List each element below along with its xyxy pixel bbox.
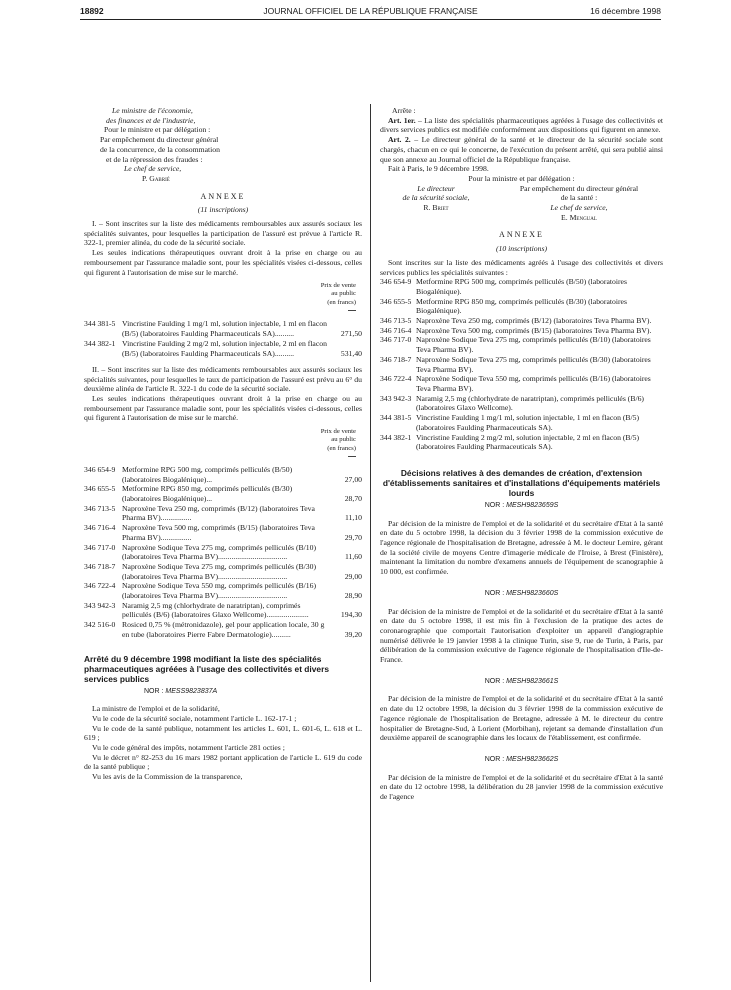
- annexe-intro: Sont inscrites sur la liste des médicaments agréés à l'usage des collectivités et divers services publics les spécialités suivantes :: [380, 257, 663, 277]
- section-paragraph: Les seules indications thérapeutiques ouvrant droit à la prise en charge ou au remboursement par l'assurance maladie sont, pour les spécialités visées ci-dessous, celles qui figurent à l'autorisation de mise sur le marché.: [84, 393, 362, 423]
- medicine-desc: Metformine RPG 850 mg, comprimés pelliculés (B/30) (laboratoires Biogalénique)...: [122, 484, 293, 504]
- cip-code: 346 655-5: [84, 484, 116, 494]
- fait-line: Fait à Paris, le 9 décembre 1998.: [388, 164, 489, 174]
- sig-name: E. Mengual: [561, 212, 597, 222]
- medicine-row: [84, 543, 362, 562]
- medicine-row: [380, 277, 663, 296]
- right-column: [380, 106, 663, 802]
- medicine-desc: Rosiced 0,75 % (métronidazole), gel pour application locale, 30 g en tube (laboratoires Pierre Fabre Dermatologie)..........: [122, 620, 325, 639]
- medicine-desc: Naproxène Teva 500 mg, comprimés (B/15) (laboratoires Teva Pharma BV).: [416, 325, 652, 335]
- price-header-line: au public: [331, 290, 356, 298]
- sig-line: Pour le ministre et par délégation :: [104, 125, 211, 135]
- arrete-paragraph: Vu les avis de la Commission de la transparence,: [92, 772, 243, 782]
- nor-label: NOR :: [144, 687, 164, 695]
- section-paragraph: I. – Sont inscrites sur la liste des médicaments remboursables aux assurés sociaux les spécialités suivantes, pour lesquelles la participation de l'assuré est prévue à l'article R. 322-1, premier alinéa, du code de la sécurité sociale.: [84, 219, 362, 248]
- nor-value: MESH9823660S: [506, 589, 559, 597]
- nor-value: MESH9823661S: [506, 677, 559, 685]
- medicine-desc: Naproxène Sodique Teva 275 mg, comprimés pelliculés (B/30) (laboratoires Teva Pharma BV).: [416, 354, 651, 374]
- price-header-line: au public: [331, 436, 356, 444]
- nor-reference: [84, 687, 362, 697]
- medicine-row: [84, 465, 362, 484]
- decision-paragraph: Par décision de la ministre de l'emploi et de la solidarité et du secrétaire d'Etat à la santé en date du 5 octobre 1998, la décision du 3 février 1998 de la commission exécutive de l'agence régionale de l'hospitalisation de Bretagne, adressée à M. le docteur Lemire, gérant de la société civile de moyens Centre d'imagerie médicale de l'Iroise, à Brest (Finistère), maintenant la limitation du nombre d'examens annuels de l'équipement de scanographie à 10 000, est confirmée.: [380, 518, 663, 577]
- nor-reference: [380, 755, 663, 765]
- price-header-line: Prix de vente: [320, 282, 356, 290]
- sig-name: R. Briet: [423, 203, 449, 213]
- sig-line: Par empêchement du directeur général: [519, 183, 639, 193]
- medicine-price: 29,00: [344, 571, 362, 581]
- medicine-desc: Vincristine Faulding 1 mg/1 ml, solution injectable, 1 ml en flacon (B/5) (laboratoires Faulding Pharmaceuticals SA)..........: [122, 319, 327, 338]
- cip-code: 346 718-7: [380, 354, 412, 364]
- medicine-desc: Naproxène Sodique Teva 550 mg, comprimés pelliculés (B/16) (laboratoires Teva Pharma BV)....................................: [122, 581, 317, 601]
- medicine-row: [380, 394, 663, 413]
- signature-block: [380, 184, 663, 223]
- arrete-paragraph: Vu le code général des impôts, notamment l'article 281 octies ;: [92, 743, 285, 753]
- medicine-desc: Vincristine Faulding 1 mg/1 ml, solution injectable, 1 ml en flacon (B/5) (laboratoires Faulding Pharmaceuticals SA).: [416, 413, 640, 432]
- cip-code: 346 654-9: [84, 464, 116, 474]
- sig-line: de la santé :: [560, 193, 598, 203]
- medicine-row: [84, 523, 362, 542]
- price-column-header: [84, 282, 362, 315]
- decision-paragraph: Par décision de la ministre de l'emploi et de la solidarité et du secrétaire d'Etat à la santé en date du 5 octobre 1998, il est mis fin à l'exclusion de la pratique des actes de coronarographie que comportait l'autorisation d'exploiter un appareil d'angiographie numérisé délivrée le 19 janvier 1998 à la clinique Turin, sise 9, rue de Turin, à Paris, par délibération de la commission exécutive de l'agence régionale de l'hospitalisation d'Ile-de-France.: [380, 606, 663, 665]
- medicine-price: 28,90: [344, 591, 362, 601]
- article-label: Art. 1er.: [388, 115, 416, 125]
- medicine-price: 39,20: [344, 629, 362, 639]
- sig-line: Par empêchement du directeur général: [100, 135, 219, 145]
- sig-line: et de la répression des fraudes :: [106, 154, 203, 164]
- section-paragraph: Les seules indications thérapeutiques ouvrant droit à la prise en charge ou au remboursement par l'assurance maladie sont, pour les spécialités visées ci-dessous, celles qui figurent à l'autorisation de mise sur le marché.: [84, 248, 362, 277]
- medicine-row: [380, 335, 663, 354]
- nor-value: MESS9823837A: [165, 687, 218, 695]
- decision-paragraph: Par décision de la ministre de l'emploi et de la solidarité et du secrétaire d'Etat à la santé en date du 12 octobre 1998, la décision du 3 février 1998 de la commission exécutive de l'agence régionale de l'hospitalisation de Bretagne, adressée à M. le directeur du centre hospitalier de Bretagne-Sud, à Lorient (Morbihan), rejetant sa demande d'installation d'un deuxième appareil de scanographie dans les locaux de l'établissement, est confirmée.: [380, 694, 663, 743]
- cip-code: 342 516-0: [84, 620, 116, 630]
- issue-date: 16 décembre 1998: [590, 6, 661, 16]
- medicine-row: [380, 326, 663, 336]
- left-column: [84, 106, 362, 782]
- signature-block: [84, 106, 362, 184]
- nor-label: NOR :: [484, 755, 505, 763]
- arrete-paragraph: Vu le code de la santé publique, notamment les articles L. 601, L. 601-6, L. 618 et L. 619 ;: [84, 723, 362, 743]
- page-header: [80, 6, 661, 20]
- page-number: 18892: [80, 6, 104, 16]
- nor-label: NOR :: [484, 501, 505, 509]
- medicine-desc: Metformine RPG 850 mg, comprimés pelliculés (B/30) (laboratoires Biogalénique).: [416, 296, 627, 316]
- cip-code: 346 717-0: [380, 335, 412, 345]
- medicine-row: [84, 601, 362, 620]
- cip-code: 344 382-1: [380, 432, 412, 442]
- cip-code: 346 716-4: [380, 325, 412, 335]
- cip-code: 346 722-4: [380, 374, 412, 384]
- cip-code: 344 382-1: [84, 339, 116, 349]
- medicine-price: 194,30: [340, 610, 362, 620]
- medicine-desc: Naproxène Sodique Teva 275 mg, comprimés pelliculés (B/10) (laboratoires Teva Pharma BV).: [416, 335, 651, 355]
- medicine-row: [84, 620, 362, 639]
- medicine-price: 27,00: [344, 474, 362, 484]
- medicine-row: [380, 297, 663, 316]
- cip-code: 346 713-5: [380, 316, 412, 326]
- medicine-price: 28,70: [344, 494, 362, 504]
- annexe-subtitle: (10 inscriptions): [495, 244, 548, 254]
- medicine-price: 531,40: [340, 349, 362, 359]
- journal-title: JOURNAL OFFICIEL DE LA RÉPUBLIQUE FRANÇAISE: [263, 6, 478, 16]
- nor-label: NOR :: [484, 677, 505, 685]
- sig-line: des finances et de l'industrie,: [106, 115, 196, 125]
- nor-value: MESH9823662S: [506, 755, 559, 763]
- medicine-desc: Vincristine Faulding 2 mg/2 ml, solution injectable, 2 ml en flacon (B/5) (laboratoires Faulding Pharmaceuticals SA)..........: [122, 339, 327, 359]
- medicine-desc: Metformine RPG 500 mg, comprimés pelliculés (B/50) (laboratoires Biogalénique).: [416, 277, 627, 296]
- nor-label: NOR :: [484, 589, 505, 597]
- nor-value: MESH9823659S: [506, 501, 559, 509]
- medicine-desc: Naproxène Sodique Teva 275 mg, comprimés pelliculés (B/30) (laboratoires Teva Pharma BV)....................................: [122, 561, 317, 581]
- cip-code: 343 942-3: [380, 393, 412, 403]
- article-1: [380, 116, 663, 135]
- price-header-line: (en francs): [327, 444, 356, 452]
- arrete-paragraph: Vu le code de la sécurité sociale, notamment l'article L. 162-17-1 ;: [92, 713, 297, 723]
- arrete-paragraph: Vu le décret n° 82-253 du 16 mars 1982 portant application de l'article L. 619 du code de la santé publique ;: [84, 752, 362, 772]
- medicine-desc: Naproxène Teva 500 mg, comprimés (B/15) (laboratoires Teva Pharma BV)................: [122, 523, 315, 542]
- medicine-desc: Naproxène Sodique Teva 275 mg, comprimés pelliculés (B/10) (laboratoires Teva Pharma BV)....................................: [122, 542, 317, 562]
- header-rule: [80, 19, 661, 20]
- arrete-paragraph: La ministre de l'emploi et de la solidarité,: [92, 704, 220, 714]
- medicine-price: 29,70: [344, 532, 362, 542]
- annexe-title: ANNEXE: [200, 191, 246, 201]
- price-column-header: [84, 428, 362, 461]
- price-header-line: (en francs): [327, 298, 356, 306]
- article-label: Art. 2.: [388, 135, 411, 145]
- medicine-row: [84, 504, 362, 523]
- medicine-row: [380, 374, 663, 393]
- sig-name: P. Gabrié: [142, 173, 170, 183]
- medicine-price: 11,60: [344, 552, 362, 562]
- sig-line: Le ministre de l'économie,: [112, 106, 193, 115]
- signature-right: [495, 184, 663, 223]
- article-text: – La liste des spécialités pharmaceutiques agréées à l'usage des collectivités et divers services publics est modifiée conformément aux dispositions qui figurent en annexe.: [380, 115, 663, 135]
- medicine-price: 271,50: [340, 328, 362, 338]
- medicine-list: [380, 277, 663, 452]
- column-divider: [370, 104, 371, 982]
- annexe-subtitle: (11 inscriptions): [197, 205, 249, 215]
- medicine-list: [84, 465, 362, 640]
- decision-paragraph: Par décision de la ministre de l'emploi et de la solidarité et du secrétaire d'Etat à la santé en date du 12 octobre 1998, la délibération du 28 janvier 1998 de la commission exécutive de l'agence: [380, 772, 663, 802]
- cip-code: 346 716-4: [84, 523, 116, 533]
- article-text: – Le directeur général de la santé et le directeur de la sécurité sociale sont chargés, chacun en ce qui le concerne, de l'exécution du présent arrêté, qui sera publié ainsi que son annexe au Journal officiel de la République française.: [380, 135, 663, 164]
- nor-reference: [380, 501, 663, 511]
- article-2: [380, 135, 663, 164]
- cip-code: 346 655-5: [380, 296, 412, 306]
- sig-line: de la concurrence, de la consommation: [100, 144, 220, 154]
- decisions-title: Décisions relatives à des demandes de création, d'extension d'établissements sanitaires et d'installations d'équipements matériels lourds: [382, 467, 661, 498]
- medicine-row: [84, 339, 362, 358]
- sig-line: Le directeur: [417, 183, 455, 193]
- cip-code: 346 717-0: [84, 542, 116, 552]
- nor-reference: [380, 589, 663, 599]
- cip-code: 346 718-7: [84, 561, 116, 571]
- medicine-desc: Vincristine Faulding 2 mg/2 ml, solution injectable, 2 ml en flacon (B/5) (laboratoires Faulding Pharmaceuticals SA).: [416, 432, 640, 452]
- cip-code: 344 381-5: [84, 319, 116, 329]
- price-header-line: Prix de vente: [320, 428, 356, 436]
- medicine-desc: Naramig 2,5 mg (chlorhydrate de naratriptan), comprimés pelliculés (B/6) (laboratoires Glaxo Wellcome).: [416, 393, 644, 413]
- signature-left: [380, 184, 492, 223]
- arrete-title: Arrêté du 9 décembre 1998 modifiant la liste des spécialités pharmaceutiques agréées à l'usage des collectivités et divers services publics: [84, 653, 329, 684]
- medicine-row: [84, 562, 362, 581]
- medicine-desc: Naproxène Teva 250 mg, comprimés (B/12) (laboratoires Teva Pharma BV).: [416, 316, 652, 326]
- nor-reference: [380, 677, 663, 687]
- medicine-row: [84, 484, 362, 503]
- cip-code: 344 381-5: [380, 413, 412, 423]
- medicine-row: [380, 433, 663, 452]
- annexe-title: ANNEXE: [499, 230, 544, 240]
- cip-code: 346 713-5: [84, 503, 116, 513]
- medicine-price: 11,10: [344, 513, 362, 523]
- medicine-row: [84, 581, 362, 600]
- medicine-row: [380, 355, 663, 374]
- medicine-desc: Metformine RPG 500 mg, comprimés pelliculés (B/50) (laboratoires Biogalénique)...: [122, 464, 293, 484]
- arrete-label: Arrête :: [392, 106, 416, 115]
- medicine-desc: Naproxène Teva 250 mg, comprimés (B/12) (laboratoires Teva Pharma BV)................: [122, 503, 315, 523]
- section-paragraph: II. – Sont inscrites sur la liste des médicaments remboursables aux assurés sociaux les spécialités suivantes, pour lesquelles le taux de participation de l'assuré est prévu au 6° du deuxième alinéa de l'article R. 322-1 du code de la sécurité sociale.: [84, 364, 362, 394]
- cip-code: 343 942-3: [84, 600, 116, 610]
- medicine-row: [380, 316, 663, 326]
- sig-line: Le chef de service,: [124, 164, 182, 174]
- medicine-row: [380, 413, 663, 432]
- medicine-desc: Naramig 2,5 mg (chlorhydrate de naratriptan), comprimés pelliculés (B/6) (laboratoires Glaxo Wellcome)......................: [122, 600, 309, 620]
- cip-code: 346 722-4: [84, 581, 116, 591]
- sig-line: Le chef de service,: [550, 203, 608, 213]
- sig-line: de la sécurité sociale,: [402, 193, 470, 203]
- medicine-desc: Naproxène Sodique Teva 550 mg, comprimés pelliculés (B/16) (laboratoires Teva Pharma BV).: [416, 374, 651, 393]
- delegation-line: Pour la ministre et par délégation :: [468, 173, 575, 183]
- cip-code: 346 654-9: [380, 277, 412, 287]
- medicine-row: [84, 319, 362, 338]
